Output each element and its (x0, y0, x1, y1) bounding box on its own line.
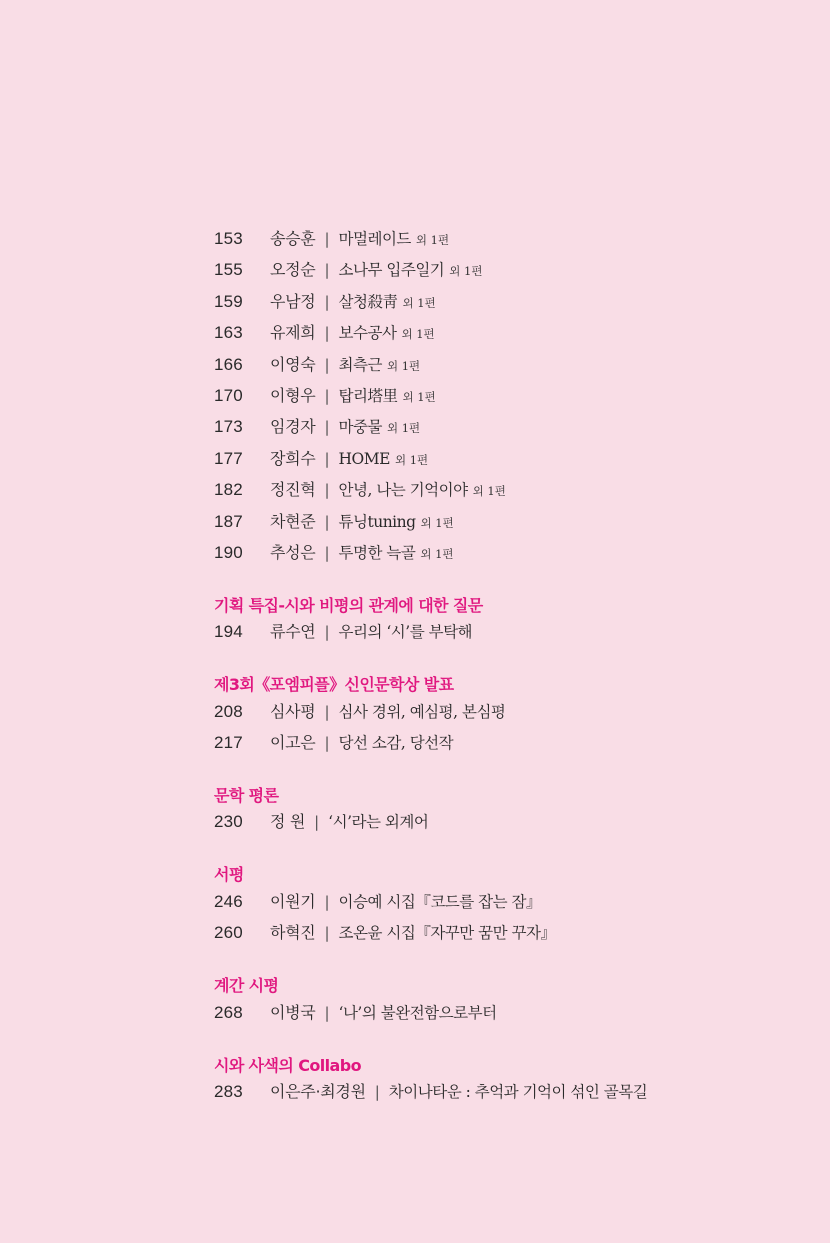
entry-title: 우리의 ‘시’를 부탁해 (338, 623, 473, 642)
entry-title: 소나무 입주일기 (338, 261, 445, 280)
page-number: 182 (214, 480, 243, 500)
toc-section (214, 1049, 814, 1110)
toc-entry (214, 257, 814, 288)
entry-title: 이승예 시집『코드를 잡는 잠』 (338, 892, 542, 911)
extra-note: 외 1편 (415, 233, 450, 247)
extra-note: 외 1편 (386, 421, 421, 436)
separator: | (324, 449, 330, 468)
author-name: 이영숙 (270, 354, 316, 374)
separator: | (324, 892, 330, 911)
entry-title: 당선 소감, 당선작 (338, 734, 454, 753)
entry-title: 조온윤 시집『자꾸만 꿈만 꾸자』 (338, 924, 556, 943)
entry-title: 탑리塔里 (338, 386, 398, 405)
toc-entry (214, 352, 814, 383)
author-name: 우남정 (270, 291, 316, 311)
separator: | (324, 543, 330, 562)
entry-title: HOME (338, 449, 390, 468)
toc-entry (214, 1000, 814, 1031)
page-number: 283 (214, 1082, 243, 1102)
separator: | (324, 734, 330, 753)
separator: | (324, 386, 330, 405)
page-number: 163 (214, 323, 243, 343)
toc-entry (214, 383, 814, 414)
toc-entry (214, 889, 814, 920)
separator: | (324, 355, 330, 374)
page-number: 260 (214, 923, 243, 943)
author-name: 이병국 (270, 1002, 316, 1022)
toc-entry (214, 477, 814, 508)
page-number: 159 (214, 291, 243, 311)
entry-title: 심사 경위, 예심평, 본심평 (338, 702, 506, 721)
toc-entry (214, 509, 814, 540)
toc-entry (214, 446, 814, 477)
toc-entry (214, 1079, 814, 1110)
section-heading: 계간 시평 (214, 976, 279, 996)
author-name: 류수연 (270, 622, 316, 642)
extra-note: 외 1편 (472, 484, 506, 499)
extra-note: 외 1편 (420, 546, 454, 561)
entry-title: 마멀레이드 (338, 230, 411, 248)
author-name: 송승훈 (270, 229, 316, 248)
page-number: 166 (214, 354, 243, 374)
toc-entry (214, 320, 814, 351)
entry-title: 최측근 (338, 355, 382, 374)
extra-note: 외 1편 (386, 358, 421, 373)
entry-title: 살청殺靑 (338, 292, 398, 311)
extra-note: 외 1편 (402, 389, 436, 404)
author-name: 이은주·최경원 (270, 1082, 366, 1102)
extra-note: 외 1편 (449, 264, 483, 279)
author-name: 이원기 (270, 891, 316, 911)
entry-title: 차이나타운 : 추억과 기억이 섞인 골목길 (388, 1083, 648, 1102)
page-number: 208 (214, 701, 243, 721)
page-number: 153 (214, 229, 243, 248)
entry-title: 마중물 (338, 418, 382, 437)
separator: | (324, 292, 330, 311)
page-number: 190 (214, 542, 243, 562)
toc-entry (214, 540, 814, 571)
toc-entry (214, 226, 814, 257)
toc-entry (214, 809, 814, 840)
author-name: 오정순 (270, 260, 316, 280)
page-number: 230 (214, 812, 243, 832)
toc-section (214, 669, 814, 762)
author-name: 유제희 (270, 323, 316, 343)
separator: | (324, 324, 330, 343)
toc-entry (214, 699, 814, 730)
separator: | (324, 924, 330, 943)
entry-title: 튜닝tuning (338, 512, 416, 531)
toc-section (214, 779, 814, 840)
separator: | (324, 230, 330, 248)
author-name: 정진혁 (270, 480, 316, 500)
author-name: 이고은 (270, 733, 316, 753)
page-number: 155 (214, 260, 243, 280)
poem-entries (214, 226, 814, 571)
sections (214, 589, 814, 1110)
author-name: 차현준 (270, 511, 316, 531)
toc-entry (214, 920, 814, 951)
separator: | (324, 512, 330, 531)
author-name: 심사평 (270, 701, 316, 721)
table-of-contents (214, 226, 814, 1110)
entry-title: 보수공사 (338, 324, 397, 343)
extra-note: 외 1편 (401, 327, 435, 342)
section-heading: 문학 평론 (214, 785, 279, 805)
section-heading: 시와 사색의 Collabo (214, 1055, 361, 1075)
section-heading: 제3회《포엠피플》신인문학상 발표 (214, 675, 454, 695)
separator: | (324, 623, 330, 642)
author-name: 정 원 (270, 812, 306, 832)
page-number: 246 (214, 891, 243, 911)
entry-title: ‘시’라는 외계어 (328, 813, 429, 832)
separator: | (324, 481, 330, 500)
entry-title: 투명한 늑골 (338, 543, 416, 562)
page-number: 217 (214, 733, 243, 753)
toc-entry (214, 619, 814, 650)
toc-entry (214, 289, 814, 320)
separator: | (324, 1003, 330, 1022)
section-heading: 서평 (214, 865, 244, 885)
section-heading: 기획 특집-시와 비평의 관계에 대한 질문 (214, 595, 483, 615)
toc-entry (214, 414, 814, 445)
separator: | (324, 418, 330, 437)
separator: | (324, 702, 330, 721)
author-name: 임경자 (270, 417, 316, 437)
extra-note: 외 1편 (420, 515, 454, 530)
toc-section (214, 970, 814, 1031)
entry-title: 안녕, 나는 기억이야 (338, 481, 468, 500)
separator: | (374, 1083, 380, 1102)
separator: | (324, 261, 330, 280)
page-number: 187 (214, 511, 243, 531)
page-number: 194 (214, 622, 243, 642)
toc-section (214, 859, 814, 952)
author-name: 추성은 (270, 542, 316, 562)
author-name: 하혁진 (270, 923, 316, 943)
page-number: 170 (214, 385, 243, 405)
page-number: 268 (214, 1002, 243, 1022)
author-name: 장희수 (270, 448, 316, 468)
page-number: 173 (214, 417, 243, 437)
toc-section (214, 589, 814, 650)
separator: | (314, 813, 320, 832)
toc-entry (214, 730, 814, 761)
entry-title: ‘나’의 불완전함으로부터 (338, 1003, 497, 1022)
extra-note: 외 1편 (402, 295, 436, 310)
extra-note: 외 1편 (394, 452, 429, 467)
author-name: 이형우 (270, 385, 316, 405)
page-number: 177 (214, 448, 243, 468)
